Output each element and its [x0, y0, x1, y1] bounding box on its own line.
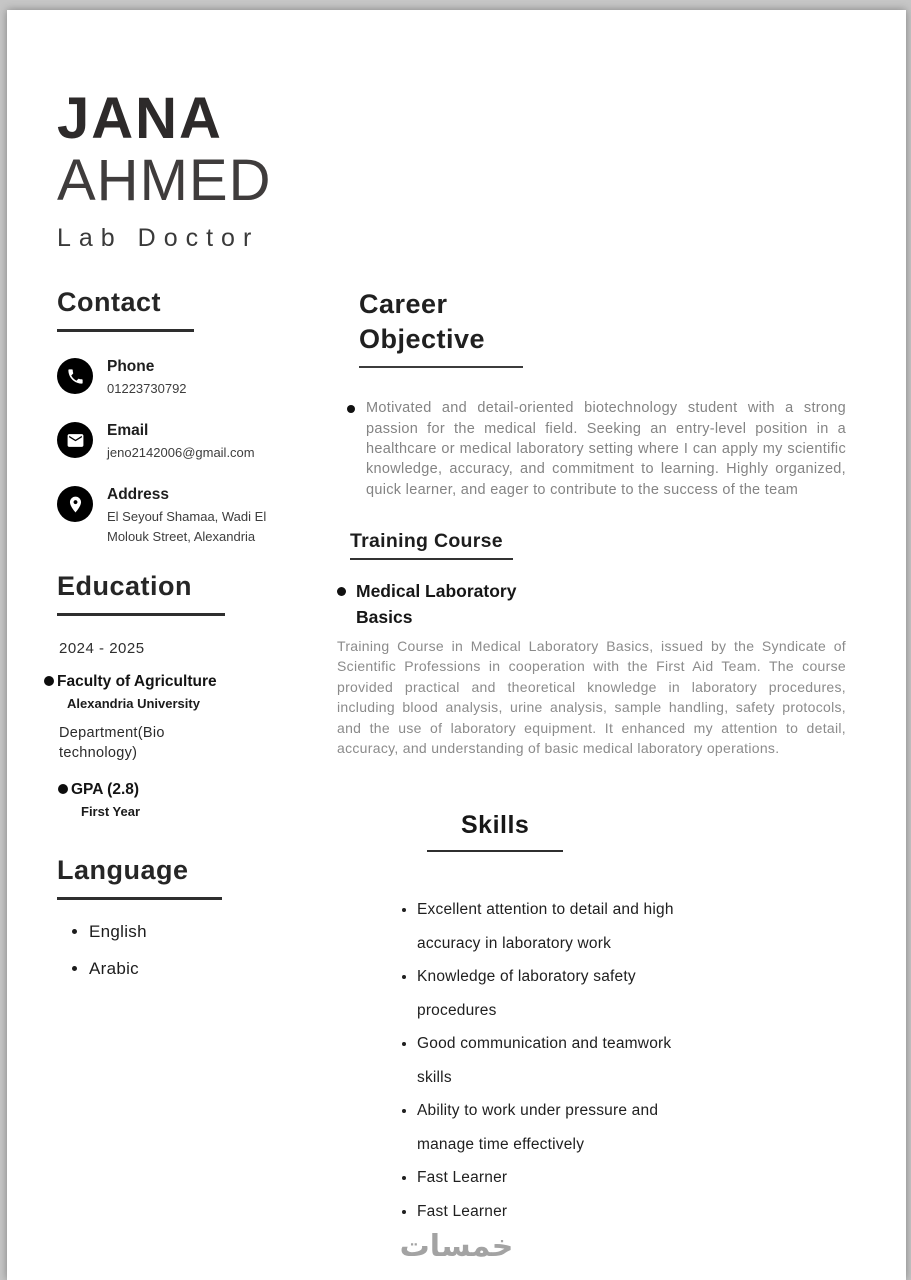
skill-item: • Ability to work under pressure and manage time effectively — [417, 1094, 700, 1161]
bullet-icon — [44, 676, 54, 686]
contact-phone-text — [107, 358, 187, 399]
education-item-gpa — [71, 781, 315, 819]
skill-item: • Fast Learner — [417, 1161, 700, 1195]
content-columns — [7, 287, 906, 1228]
contact-list — [57, 358, 315, 547]
contact-value-email: jeno2142006@gmail.com — [107, 445, 255, 461]
contact-value-phone: 01223730792 — [107, 381, 187, 397]
skills-section — [337, 786, 846, 1228]
education-title: Faculty of Agriculture — [57, 673, 217, 691]
career-heading-line2: Objective — [359, 322, 523, 368]
education-title: GPA (2.8) — [71, 781, 140, 799]
career-heading-line1: Career — [359, 289, 448, 320]
training-course-title-row — [337, 578, 846, 630]
education-item-faculty — [57, 673, 315, 763]
language-heading: Language — [57, 855, 222, 900]
contact-label-address: Address — [107, 486, 170, 504]
contact-value-address: El Seyouf Shamaa, Wadi El Molouk Street, Alexandria — [107, 509, 267, 545]
training-course-heading: Training Course — [350, 530, 513, 560]
skills-list — [397, 893, 700, 1228]
location-icon — [57, 486, 93, 522]
skills-heading: Skills — [427, 811, 563, 852]
training-course-title: Medical Laboratory Basics — [356, 580, 517, 627]
skill-item: • Good communication and teamwork skills — [417, 1027, 700, 1094]
education-subtitle: Alexandria University — [67, 696, 200, 712]
training-course-description: Training Course in Medical Laboratory Basics, issued by the Syndicate of Scientific Professions in cooperation with the First Aid Team. The course provided practical and theoretical knowledge in laboratory procedures, including blood analysis, urine analysis, sample handling, safety protocols, and the use of laboratory equipment. It enhanced my attention to detail, accuracy, and understanding of basic medical laboratory operations. — [337, 637, 846, 756]
email-icon — [57, 422, 93, 458]
education-subtitle: First Year — [81, 804, 141, 820]
career-objective-body — [337, 398, 846, 499]
job-title: Lab Doctor — [57, 224, 260, 253]
career-objective-text: Motivated and detail-oriented biotechnology student with a strong passion for the medical field. Seeking an entry-level position in a healthcare or medical laboratory setting where I can apply my scientific knowledge, accuracy, and commitment to learning. Highly organized, quick learner, and eager to contribute to the success of the team — [366, 400, 846, 498]
skill-item: • Fast Learner — [417, 1195, 700, 1229]
resume-page — [7, 10, 906, 1280]
language-item: • English — [89, 922, 315, 942]
career-objective-heading — [359, 287, 846, 368]
language-section — [57, 855, 315, 979]
contact-heading: Contact — [57, 287, 194, 332]
training-course-section — [337, 530, 846, 758]
bullet-icon — [337, 587, 346, 596]
left-column — [57, 287, 315, 1228]
language-item: • Arabic — [89, 959, 315, 979]
education-detail: Department(Bio technology) — [59, 725, 165, 762]
education-heading: Education — [57, 571, 225, 616]
right-column — [337, 287, 906, 1228]
skill-item: • Knowledge of laboratory safety procedures — [417, 960, 700, 1027]
contact-email-text — [107, 422, 255, 463]
contact-label-email: Email — [107, 422, 149, 440]
last-name: AHMED — [57, 148, 272, 214]
contact-label-phone: Phone — [107, 358, 155, 376]
education-years: 2024 - 2025 — [59, 640, 145, 658]
contact-item-phone — [57, 358, 315, 399]
contact-item-email — [57, 422, 315, 463]
skill-item: • Excellent attention to detail and high accuracy in laboratory work — [417, 893, 700, 960]
contact-section — [57, 287, 315, 547]
career-objective-section — [337, 287, 846, 499]
education-section — [57, 571, 315, 819]
contact-address-text — [107, 486, 275, 547]
bullet-icon — [347, 405, 355, 413]
contact-item-address — [57, 486, 315, 547]
phone-icon — [57, 358, 93, 394]
bullet-icon — [58, 784, 68, 794]
resume-header — [7, 10, 906, 253]
first-name: JANA — [57, 86, 223, 151]
watermark-text: خمسات — [399, 1229, 514, 1264]
language-list — [57, 922, 315, 979]
